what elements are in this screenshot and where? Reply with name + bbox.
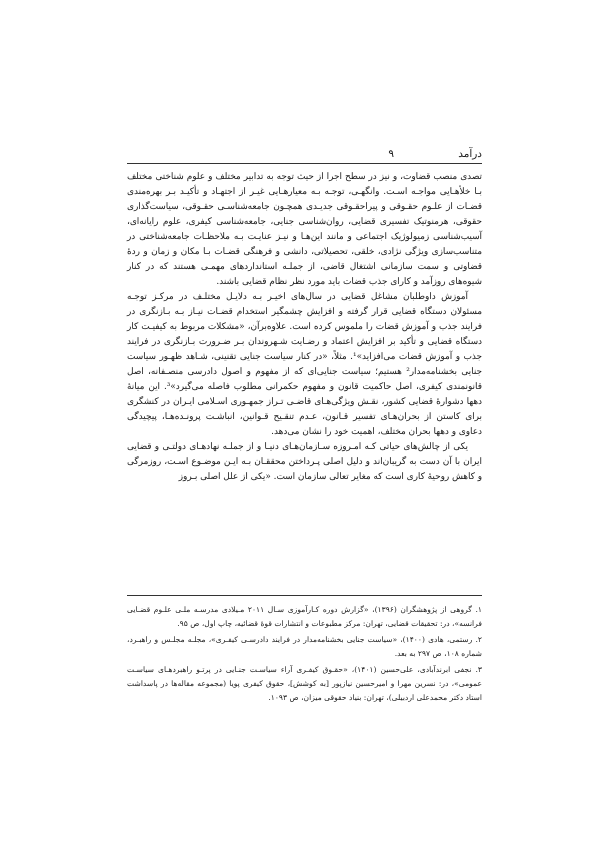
chapter-title: درآمد bbox=[458, 148, 482, 160]
footnote: ۱. گروهی از پژوهشگران (۱۳۹۶)، «گزارش دوره کـارآموزی سـال ۲۰۱۱ مـیلادی مدرسـه ملـی علـوم قضـایی فرانسه»، در: تحقیقات قضایی، تهران: مرکز مطبوعات و انتشارات قوهٔ قضائیه، چاپ اول، ص ۹۵. bbox=[127, 605, 482, 628]
paragraph: یکی از چالش‌های حیاتی کـه امـروزه سـازمان‌هـای دنیـا و از جملـه نهادهـای دولتـی و قضایی ایران با آن دست به گریبان‌اند و دلیل اصلی پـرداختن محققـان بـه ایـن موضـوع اسـت، روزمرگی و کاهش روحیهٔ کاری است که مغایر تعالی سازمان است. «یکی از علل اصلی بـروز bbox=[127, 442, 482, 482]
footnotes bbox=[127, 603, 482, 707]
paragraph: آموزش داوطلبان مشاغل قضایی در سال‌های اخیـر بـه دلایـل مختلـف در مرکـز توجـه مسئولان دستگاه قضایی قرار گرفته و افزایش چشمگیر استخدام قضـات نیـاز بـه بـازنگری در فرایند جذب و آموزش قضات را ملموس کرده است. علاوه‌برآن، «مشکلات مربوط به کیفیـت کار دستگاه قضایی و تأکید بر افزایش اعتماد و رضـایت شـهروندان بـر ضـرورت بـازنگری در فرایند جذب و آموزش قضات می‌افزاید»¹. مثلاً، «در کنار سیاست جنایی تقنینی، شـاهد ظهـور سیاست جنایی بخشنامه‌مدار² هستیم؛ سیاست جنایی‌ای که از مفهوم و اصول دادرسی منصـفانه، اصل قانونمندی کیفری، اصل حاکمیت قانون و مفهوم حکمرانی مطلوب فاصله می‌گیرد»³. این میانهٔ دهها دشوارهٔ قضایی کشور، نقـش ویژگی‌هـای قاضـی تـراز جمهـوری اسـلامی ایـران در کنشگری برای کاستن از بحران‌هـای تفسیر قـانون، عـدم تنقـیح قـوانین، انباشـت پرونـده‌هـا، پیچیدگی دعاوی و دهها بحران مختلف، اهمیت خود را نشان می‌دهد. bbox=[127, 292, 482, 437]
page-number: ۹ bbox=[388, 148, 394, 160]
header-rule bbox=[127, 163, 482, 164]
paragraph: تصدی منصب قضاوت، و نیز در سطح اجرا از حیث توجه به تدابیر مختلف و علوم شناختی مختلف بـا خلأهـایی مواجـه اسـت. وانگهـی، توجـه بـه معیارهـایی غیـر از اجتهـاد و تأکیـد بـر بهره‌مندی قضـات از علـوم حقـوقی و پیراحقـوقی جدیـدی همچـون جامعه‌شناسـی حقـوقی، سیاست‌گذاری حقوقی، هرمنوتیک تفسیری قضایی، روان‌شناسی جنایی، جامعه‌شناسی کیفری، علوم رایانه‌ای، آسیب‌شناسی زمیولوژیک اجتماعی و مانند این‌هـا و نیـز عنایـت بـه ملاحظـات جامعه‌شناختی در متناسب‌سازی ویژگی نژادی، خلقی، تحصیلاتی، دانشی و فرهنگی قضـات بـا مکان و زمان و ردهٔ قضاوتی و سمت سازمانی اشتغال قاضی، از جملـه استانداردهای مهمـی هستند که در کنار شیوه‌های روزآمد و کارای جذب قضات باید مورد نظر نظام قضایی باشند. bbox=[127, 172, 482, 287]
body-text bbox=[127, 170, 482, 485]
running-header bbox=[127, 146, 482, 162]
footnote-separator bbox=[127, 595, 482, 596]
footnote: ۳. نجفی ابرندآبادی، علی‌حسین (۱۴۰۱)، «حقـوق کیفـری آراء سیاسـت جنـایی در پرتـو راهبردهـای سیاسـت عمومی»، در: نسرین مهرا و امیرحسین نیازپور [به کوشش]، حقوق کیفری پویا (مجموعه مقاله‌ها در پاسداشت استاد دکتر محمدعلی اردبیلی)، تهران: بنیاد حقوقی میزان، ص ۱۰۹۳. bbox=[127, 665, 482, 702]
footnote: ۲. رستمی، هادی (۱۴۰۰)، «سیاست جنایی بخشنامه‌مدار در فرایند دادرسـی کیفـری»، مجلـه مجلـس و راهبـرد، شماره ۱۰۸، ص ۲۹۷ به بعد. bbox=[127, 635, 482, 658]
